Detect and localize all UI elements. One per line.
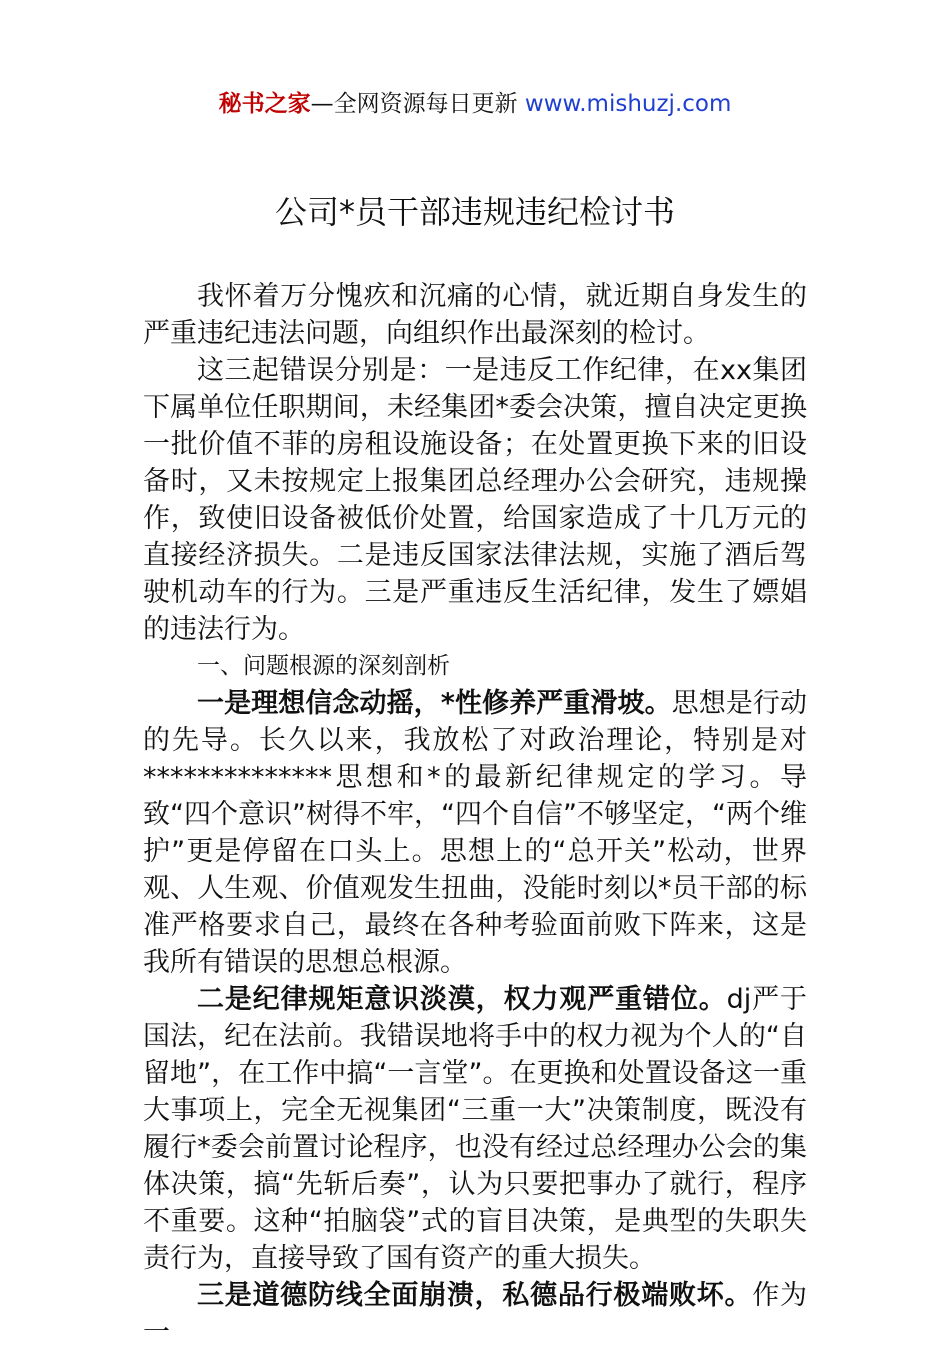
paragraph-point-2 (143, 981, 807, 1277)
paragraph-errors (143, 352, 807, 648)
document-title: 公司*员干部违规违纪检讨书 (274, 193, 675, 231)
site-url-link[interactable]: www.mishuzj.com (524, 91, 732, 117)
paragraph-text: 作为一 (143, 1280, 808, 1348)
paragraph-point-3 (143, 1277, 807, 1351)
paragraph-intro (143, 278, 807, 352)
brand-name: 秘书之家 (218, 91, 311, 117)
section-heading-text: 一、问题根源的深刻剖析 (197, 653, 450, 679)
paragraph-point-1 (143, 685, 807, 981)
paragraph-text: 思想是行动的先导。长久以来，我放松了对政治理论，特别是对**************思想和*的最新纪律规定的学习。导致“四个意识”树得不牢，“四个自信”不够坚定，“两个维护”更是停留在口头上。思想上的“总开关”松动，世界观、人生观、价值观发生扭曲，没能时刻以*员干部的标准严格要求自己，最终在各种考验面前败下阵来，这是我所有错误的思想总根源。 (143, 688, 807, 978)
paragraph-text: 我怀着万分愧疚和沉痛的心情，就近期自身发生的严重违纪违法问题，向组织作出最深刻的检讨。 (143, 281, 807, 349)
point-heading: 一是理想信念动摇，*性修养严重滑坡。 (197, 688, 672, 719)
site-header (0, 86, 950, 122)
paragraph-text: 这三起错误分别是：一是违反工作纪律，在xx集团下属单位任职期间，未经集团*委会决策，擅自决定更换一批价值不菲的房租设施设备；在处置更换下来的旧设备时，又未按规定上报集团总经理办公会研究，违规操作，致使旧设备被低价处置，给国家造成了十几万元的直接经济损失。二是违反国家法律法规，实施了酒后驾驶机动车的行为。三是严重违反生活纪律，发生了嫖娼的违法行为。 (143, 355, 807, 645)
paragraph-text: dj严于国法，纪在法前。我错误地将手中的权力视为个人的“自留地”，在工作中搞“一言堂”。在更换和处置设备这一重大事项上，完全无视集团“三重一大”决策制度，既没有履行*委会前置讨论程序，也没有经过总经理办公会的集体决策，搞“先斩后奏”，认为只要把事办了就行，程序不重要。这种“拍脑袋”式的盲目决策，是典型的失职失责行为，直接导致了国有资产的重大损失。 (143, 984, 808, 1274)
document-body (143, 278, 807, 1351)
section-heading (143, 648, 807, 685)
point-heading: 三是道德防线全面崩溃，私德品行极端败坏。 (197, 1280, 753, 1311)
point-heading: 二是纪律规矩意识淡漠，权力观严重错位。 (197, 984, 727, 1015)
header-slogan: —全网资源每日更新 (310, 91, 518, 117)
